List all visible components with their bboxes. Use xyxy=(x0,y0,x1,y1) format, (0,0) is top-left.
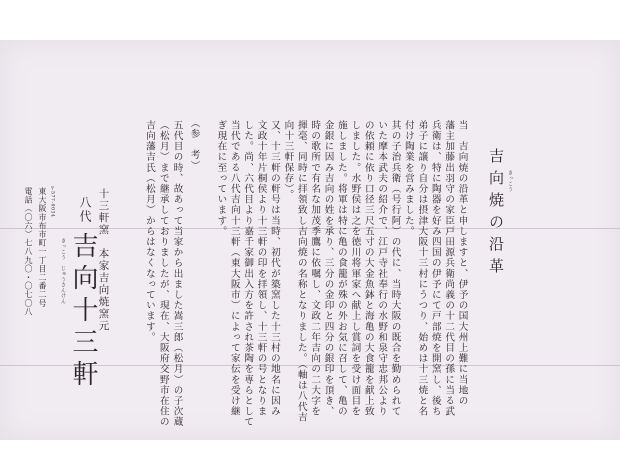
body-line: 其の子治兵衛（号行阿）の代に、当時大阪の既合を勤められて xyxy=(389,120,401,417)
body-line: ぎ現在に至っています。 xyxy=(215,120,227,237)
document-title: 吉向焼の沿革 xyxy=(487,148,505,280)
note-line: （松月）まで継承しておりましたが、現在、大阪府交野市在住の xyxy=(157,120,169,428)
body-line: 兵衛は、特に陶器を好み四国の伊予にて戸部焼を開窯し、後ち xyxy=(429,120,441,417)
body-line: の依頼に依り口径三尺五寸の大金魚鉢と海亀の大食籠を献上致 xyxy=(362,120,374,417)
body-line: した。尚、六代目より嘉千家御出入方を許され茶陶を専らとして xyxy=(242,120,254,428)
body-line: 藩主加藤出羽守の家臣戸田源兵衛尚義の十二代目の孫に当る武 xyxy=(443,120,455,417)
body-line: 揮毫、同時に拝領致し吉向焼の名称となりました。（軸は八代吉 xyxy=(295,120,307,423)
body-line: しました。水野侯は之を徳川将軍家へ献上し賞詞を受け面目を xyxy=(349,120,361,417)
body-line: 付け陶業を営みました。 xyxy=(402,120,414,237)
body-line: 又、十三軒の軒号は当時、初代が築窯した十三村の地名に因み xyxy=(268,120,280,417)
body-line: 当 吉向焼の沿革と申しますと、伊予の国大州上難に当地の xyxy=(456,120,468,407)
body-line: 時の歌所で有名な加茂季鷹に依嘱し、文政二年吉向の二大字を xyxy=(309,120,321,417)
address: 東大阪市布市町一丁目二番二号 xyxy=(38,187,47,308)
generation-label: 八代 xyxy=(78,196,92,224)
body-line: 向十三軒保存）。 xyxy=(282,120,294,200)
title-ruby: きっこう xyxy=(507,170,513,192)
body-line: 当代である八代吉向十三軒（東大阪市）によって家伝を受け継 xyxy=(228,120,240,417)
body-line: 文政十年片桐侯より十三軒の印を拝領し、十三軒の号となりま xyxy=(255,120,267,417)
body-line: 施しました。将軍は特に亀の食籠が殊の外お気に召して、亀の xyxy=(335,120,347,417)
postal-code: 〒577-0034 xyxy=(49,186,55,218)
note-label: （参 考） xyxy=(188,118,200,171)
note-line: 五代目の時、故あって当家から出ました嵩三郎（松月）の子次蔵 xyxy=(171,120,183,428)
body-line: 弟子に譲り自分は摂津大阪十三村にうつり、始めは十三焼と名 xyxy=(416,120,428,417)
phone: 電話（〇六）七八九〇・〇七〇八 xyxy=(24,187,33,316)
body-line: 金銀に因み吉向の姓を承り、三分の金印と四分の銀印を頂き、 xyxy=(322,120,334,417)
body-line: いた摩本武夫の紹介で、江戸寺社奉行の水野和泉守忠邦公より xyxy=(376,120,388,417)
note-line: 吉向藩吉氏（松月）からはなくなっています。 xyxy=(143,120,155,343)
brand-ruby: きっこう じゅうさんけん xyxy=(60,238,66,304)
brand-name: 吉向十三軒 xyxy=(68,232,98,392)
maker-line: 十三軒窯 本家吉向焼窯元 xyxy=(97,188,110,332)
